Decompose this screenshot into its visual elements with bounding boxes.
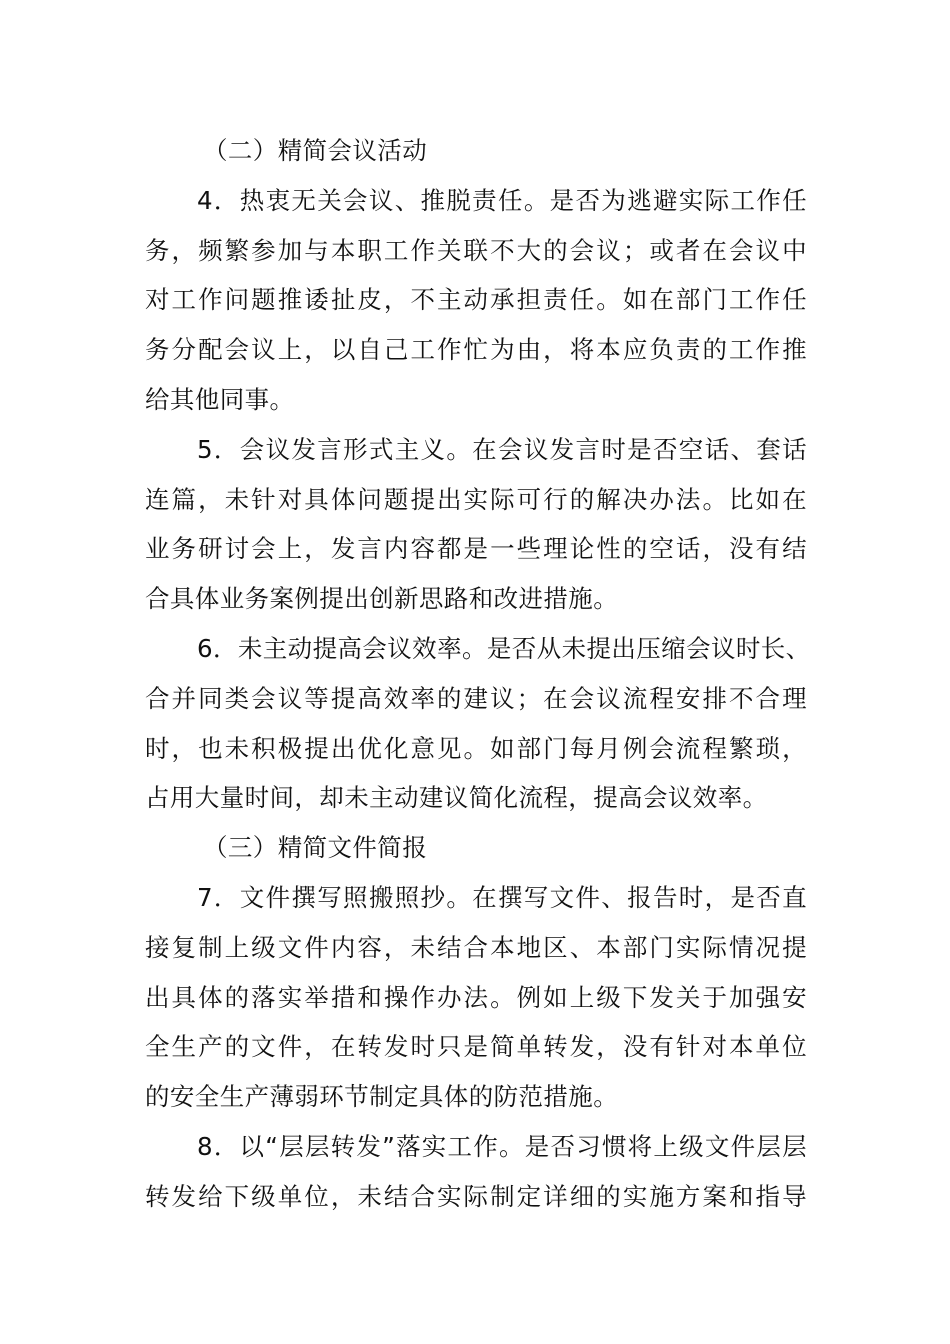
paragraph-item-4-line: 给其他同事。 — [145, 384, 295, 414]
paragraph-item-7-line: 出具体的落实举措和操作办法。例如上级下发关于加强安 — [145, 982, 807, 1012]
paragraph-item-6-line: 占用大量时间，却未主动建议简化流程，提高会议效率。 — [145, 783, 768, 813]
paragraph-item-7-line: 接复制上级文件内容，未结合本地区、本部门实际情况提 — [145, 932, 807, 962]
paragraph-item-8-line: 转发给下级单位，未结合实际制定详细的实施方案和指导 — [145, 1181, 807, 1211]
section-heading-meetings: （二）精简会议活动 — [203, 136, 428, 165]
paragraph-item-5-line: 连篇，未针对具体问题提出实际可行的解决办法。比如在 — [145, 484, 807, 514]
paragraph-item-7-line: 全生产的文件，在转发时只是简单转发，没有针对本单位 — [145, 1032, 807, 1062]
paragraph-item-5-line: 业务研讨会上，发言内容都是一些理论性的空话，没有结 — [145, 534, 807, 564]
section-heading-documents: （三）精简文件简报 — [203, 833, 428, 863]
paragraph-item-7-line: 的安全生产薄弱环节制定具体的防范措施。 — [145, 1082, 619, 1112]
paragraph-item-5-line: 5．会议发言形式主义。在会议发言时是否空话、套话 — [197, 434, 807, 464]
paragraph-item-8-line: 8．以“层层转发”落实工作。是否习惯将上级文件层层 — [197, 1131, 807, 1161]
paragraph-item-4-line: 对工作问题推诿扯皮，不主动承担责任。如在部门工作任 — [145, 285, 807, 315]
paragraph-item-4-line: 务，频繁参加与本职工作关联不大的会议；或者在会议中 — [145, 235, 807, 265]
paragraph-item-4-line: 务分配会议上，以自己工作忙为由，将本应负责的工作推 — [145, 335, 807, 365]
document-body — [145, 126, 811, 1222]
paragraph-item-6-line: 合并同类会议等提高效率的建议；在会议流程安排不合理 — [145, 683, 807, 713]
paragraph-item-7-line: 7．文件撰写照搬照抄。在撰写文件、报告时，是否直 — [197, 882, 807, 912]
paragraph-item-4-line: 4．热衷无关会议、推脱责任。是否为逃避实际工作任 — [197, 185, 807, 215]
paragraph-item-6-line: 6．未主动提高会议效率。是否从未提出压缩会议时长、 — [197, 633, 811, 663]
paragraph-item-6-line: 时，也未积极提出优化意见。如部门每月例会流程繁琐， — [145, 733, 807, 763]
paragraph-item-5-line: 合具体业务案例提出创新思路和改进措施。 — [145, 584, 619, 614]
